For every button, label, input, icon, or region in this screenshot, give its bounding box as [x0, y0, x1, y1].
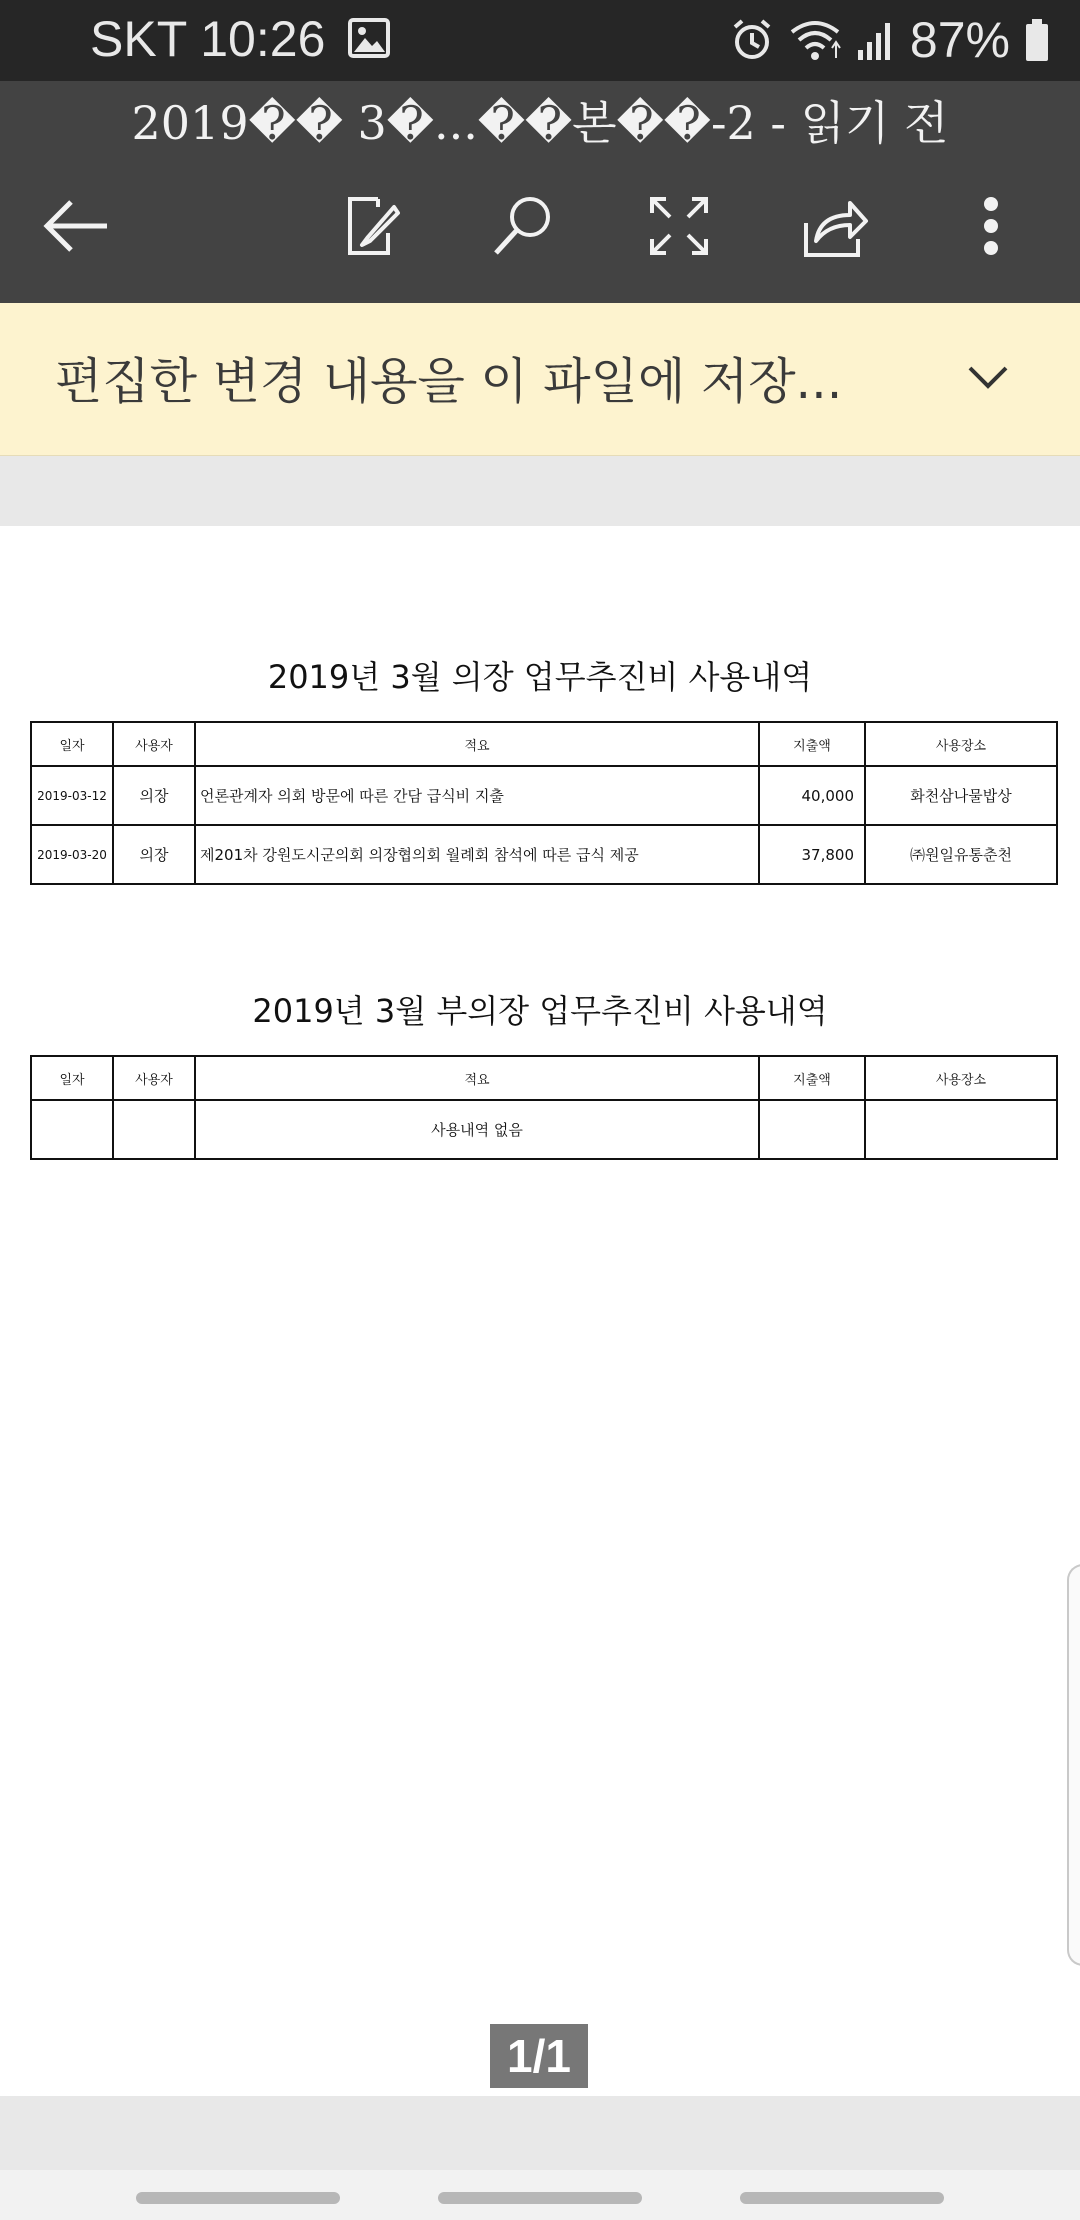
table-header-row — [31, 722, 1057, 766]
chair-expense-table — [30, 721, 1058, 885]
search-button[interactable] — [478, 181, 568, 271]
carrier-label: SKT — [90, 11, 187, 67]
header-place: 사용장소 — [865, 722, 1057, 766]
edit-button[interactable] — [326, 181, 416, 271]
status-bar — [0, 0, 1080, 81]
table-row — [31, 825, 1057, 884]
fullscreen-icon — [648, 195, 710, 257]
table-row — [31, 1100, 1057, 1159]
cell-user: 의장 — [113, 766, 195, 825]
document-title: 2019�� 3�...��본��-2 - 읽기 전 — [131, 96, 949, 150]
alarm-icon — [730, 18, 774, 62]
search-icon — [490, 193, 556, 259]
header-place: 사용장소 — [865, 1056, 1057, 1100]
table-row — [31, 766, 1057, 825]
cell-desc: 언론관계자 의회 방문에 따른 간담 급식비 지출 — [195, 766, 759, 825]
cell-user: 의장 — [113, 825, 195, 884]
battery-icon — [1024, 18, 1050, 62]
battery-percent: 87% — [909, 12, 1010, 68]
share-icon — [800, 193, 870, 259]
header-date: 일자 — [31, 1056, 113, 1100]
more-vertical-icon — [981, 196, 1001, 256]
nav-back-button[interactable] — [740, 2192, 944, 2204]
app-bar — [0, 81, 1080, 303]
header-amount: 지출액 — [759, 1056, 865, 1100]
chevron-down-icon[interactable] — [966, 364, 1010, 392]
save-changes-banner[interactable] — [0, 303, 1080, 456]
nav-recents-button[interactable] — [136, 2192, 340, 2204]
more-options-button[interactable] — [946, 181, 1036, 271]
header-amount: 지출액 — [759, 722, 865, 766]
cell-amount — [759, 1100, 865, 1159]
cell-desc: 제201차 강원도시군의회 의장협의회 월례회 참석에 따른 급식 제공 — [195, 825, 759, 884]
cell-user — [113, 1100, 195, 1159]
viewer-gap-bottom — [0, 2096, 1080, 2170]
empty-usage-text: 사용내역 없음 — [195, 1100, 759, 1159]
cell-amount: 40,000 — [759, 766, 865, 825]
cell-place: ㈜원일유통춘천 — [865, 825, 1057, 884]
signal-icon — [856, 18, 896, 62]
back-arrow-icon — [41, 198, 113, 254]
header-desc: 적요 — [195, 722, 759, 766]
vice-chair-expense-table — [30, 1055, 1058, 1160]
header-desc: 적요 — [195, 1056, 759, 1100]
cell-date: 2019-03-12 — [31, 766, 113, 825]
gallery-icon — [348, 18, 390, 58]
header-user: 사용자 — [113, 1056, 195, 1100]
cell-date: 2019-03-20 — [31, 825, 113, 884]
header-user: 사용자 — [113, 722, 195, 766]
vice-chair-section-title: 2019년 3월 부의장 업무추진비 사용내역 — [252, 992, 828, 1030]
page-indicator: 1/1 — [490, 2024, 588, 2088]
navigation-bar — [0, 2170, 1080, 2220]
table-header-row — [31, 1056, 1057, 1100]
edit-icon — [338, 193, 404, 259]
nav-home-button[interactable] — [438, 2192, 642, 2204]
wifi-icon — [788, 18, 842, 62]
chair-section-title: 2019년 3월 의장 업무추진비 사용내역 — [267, 658, 813, 696]
cell-place: 화천삼나물밥상 — [865, 766, 1057, 825]
viewer-gap-top — [0, 456, 1080, 526]
share-button[interactable] — [790, 181, 880, 271]
back-button[interactable] — [32, 181, 122, 271]
status-carrier-time — [90, 10, 325, 68]
cell-date — [31, 1100, 113, 1159]
save-changes-text: 편집한 변경 내용을 이 파일에 저장... — [55, 353, 843, 410]
header-date: 일자 — [31, 722, 113, 766]
cell-amount: 37,800 — [759, 825, 865, 884]
status-indicators — [730, 10, 1050, 70]
fullscreen-button[interactable] — [634, 181, 724, 271]
cell-place — [865, 1100, 1057, 1159]
edge-panel-handle[interactable] — [1067, 1564, 1080, 1966]
clock: 10:26 — [200, 11, 326, 67]
